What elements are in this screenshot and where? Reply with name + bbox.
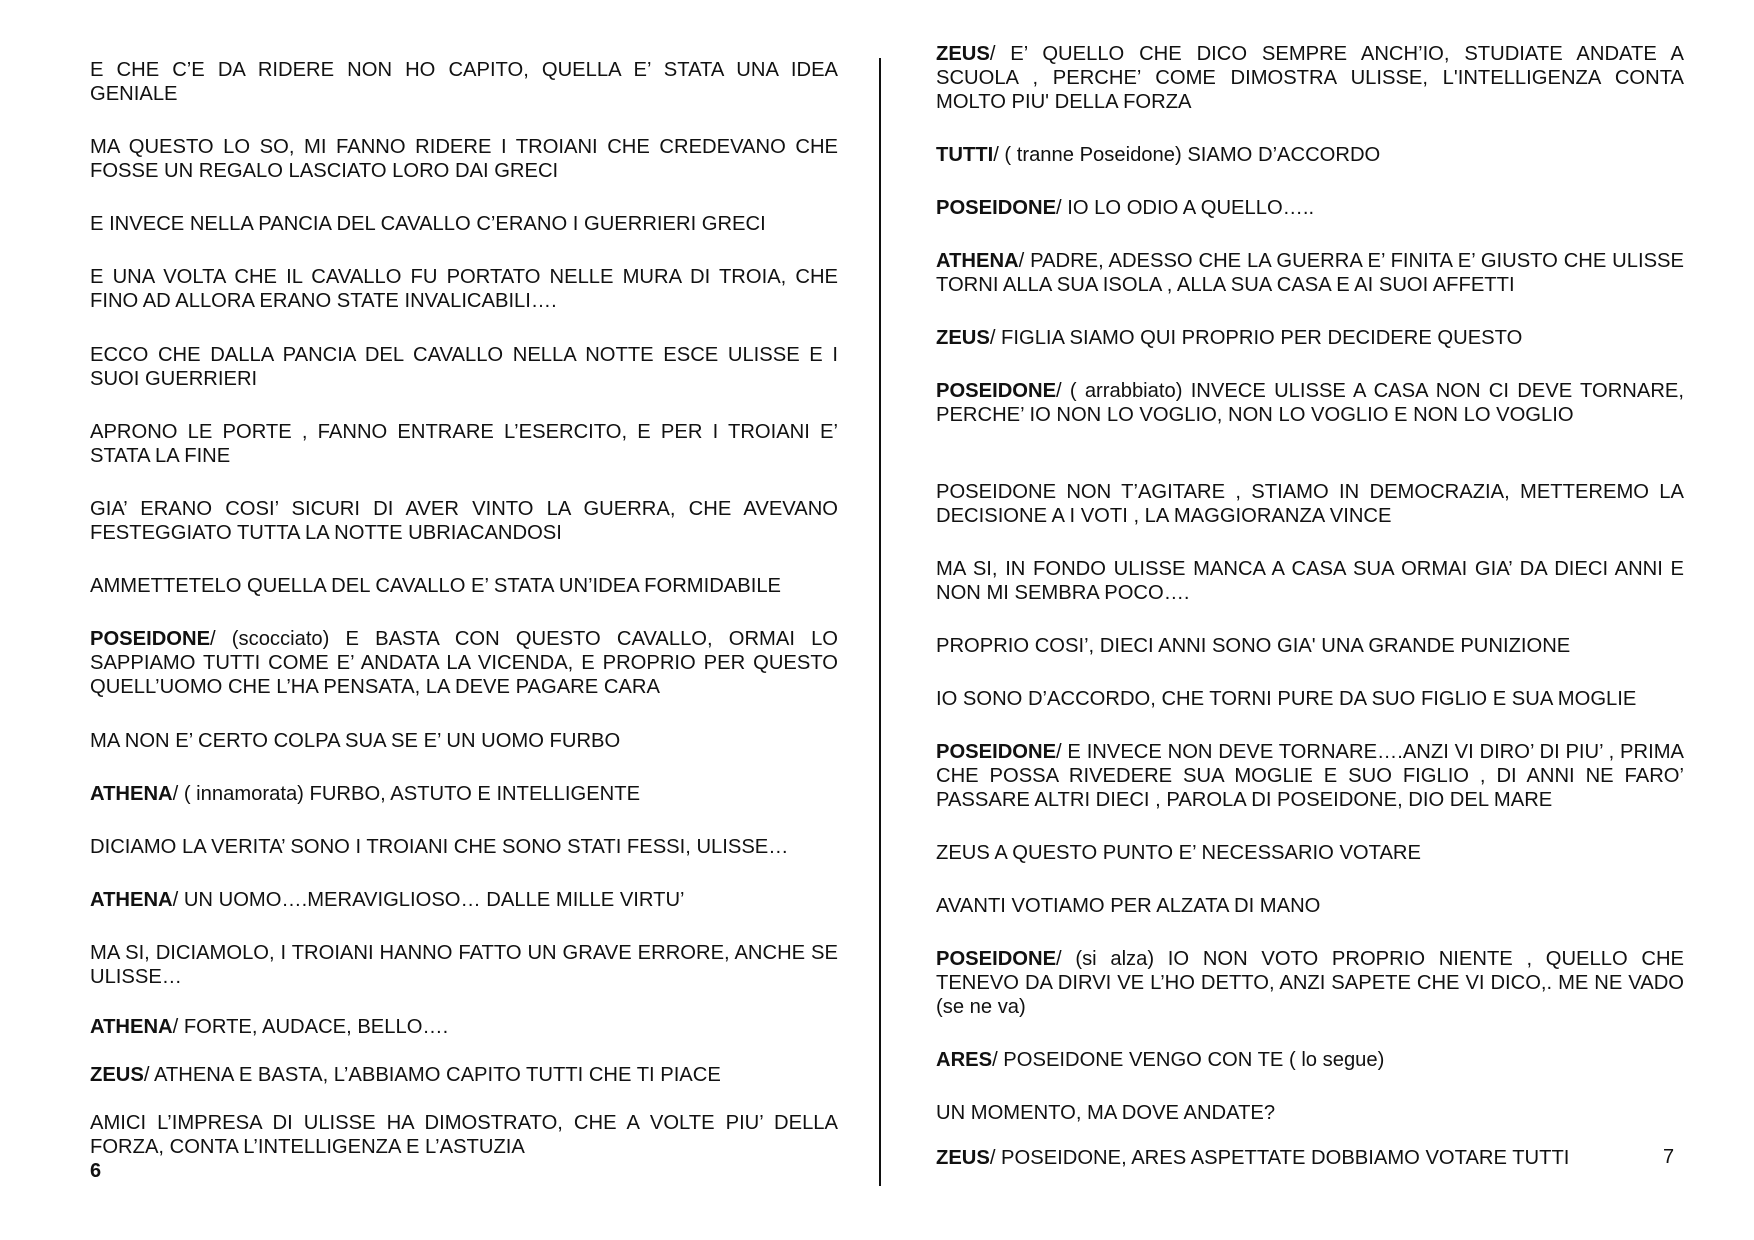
paragraph [936, 740, 1684, 812]
paragraph-text: PROPRIO COSI’, DIECI ANNI SONO GIA' UNA GRANDE PUNIZIONE [936, 635, 1571, 657]
paragraph-text: AMMETTETELO QUELLA DEL CAVALLO E’ STATA UN’IDEA FORMIDABILE [90, 575, 782, 597]
paragraph [90, 1063, 838, 1087]
speaker-name: ATHENA [90, 783, 173, 805]
paragraph-text: / (scocciato) E BASTA CON QUESTO CAVALLO, ORMAI LO SAPPIAMO TUTTI COME E’ ANDATA LA VICENDA, E PROPRIO PER QUESTO QUELL’UOMO CHE L’HA PENSATA, LA DEVE PAGARE CARA [90, 628, 838, 698]
paragraph [90, 265, 838, 313]
paragraph-text: / PADRE, ADESSO CHE LA GUERRA E’ FINITA E’ GIUSTO CHE ULISSE TORNI ALLA SUA ISOLA , ALLA SUA CASA E AI SUOI AFFETTI [936, 250, 1684, 296]
paragraph-text: / ATHENA E BASTA, L’ABBIAMO CAPITO TUTTI CHE TI PIACE [143, 1064, 721, 1086]
paragraph [936, 841, 1684, 865]
paragraph-text: MA SI, DICIAMOLO, I TROIANI HANNO FATTO UN GRAVE ERRORE, ANCHE SE ULISSE… [90, 942, 838, 988]
paragraph [90, 212, 838, 236]
speaker-name: ATHENA [90, 1016, 173, 1038]
paragraph-text: UN MOMENTO, MA DOVE ANDATE? [936, 1102, 1276, 1124]
paragraph [90, 782, 838, 806]
paragraph [936, 1146, 1596, 1170]
paragraph [90, 941, 838, 989]
speaker-name: ZEUS [90, 1064, 144, 1086]
paragraph-text: DICIAMO LA VERITA’ SONO I TROIANI CHE SONO STATI FESSI, ULISSE… [90, 836, 789, 858]
speaker-name: ATHENA [90, 889, 173, 911]
paragraph [936, 326, 1684, 350]
paragraph-text: / E’ QUELLO CHE DICO SEMPRE ANCH’IO, STUDIATE ANDATE A SCUOLA , PERCHE’ COME DIMOSTRA ULISSE, L'INTELLIGENZA CONTA MOLTO PIU' DELLA FORZA [936, 43, 1684, 113]
paragraph-text: MA QUESTO LO SO, MI FANNO RIDERE I TROIANI CHE CREDEVANO CHE FOSSE UN REGALO LASCIATO LORO DAI GRECI [90, 136, 838, 182]
paragraph-text: POSEIDONE NON T’AGITARE , STIAMO IN DEMOCRAZIA, METTEREMO LA DECISIONE A I VOTI , LA MAGGIORANZA VINCE [936, 481, 1684, 527]
speaker-name: ZEUS [936, 327, 990, 349]
paragraph [936, 249, 1684, 297]
page-number-right: 7 [1663, 1146, 1675, 1168]
paragraph-text: / FORTE, AUDACE, BELLO…. [172, 1016, 449, 1038]
page-number-left: 6 [90, 1160, 102, 1182]
paragraph-text: / POSEIDONE, ARES ASPETTATE DOBBIAMO VOTARE TUTTI [989, 1147, 1570, 1169]
paragraph-text: MA NON E’ CERTO COLPA SUA SE E’ UN UOMO FURBO [90, 730, 621, 752]
paragraph-text: ECCO CHE DALLA PANCIA DEL CAVALLO NELLA NOTTE ESCE ULISSE E I SUOI GUERRIERI [90, 344, 838, 390]
paragraph [90, 888, 838, 912]
speaker-name: ZEUS [936, 43, 990, 65]
paragraph [936, 42, 1684, 114]
paragraph [936, 480, 1684, 528]
paragraph-text: IO SONO D’ACCORDO, CHE TORNI PURE DA SUO FIGLIO E SUA MOGLIE [936, 688, 1637, 710]
paragraph [936, 1101, 1684, 1125]
speaker-name: ARES [936, 1049, 993, 1071]
speaker-name: ATHENA [936, 250, 1019, 272]
paragraph [90, 343, 838, 391]
paragraph-text: AMICI L’IMPRESA DI ULISSE HA DIMOSTRATO, CHE A VOLTE PIU’ DELLA FORZA, CONTA L’INTELLIGENZA E L’ASTUZIA [90, 1112, 838, 1158]
paragraph-text: / FIGLIA SIAMO QUI PROPRIO PER DECIDERE QUESTO [989, 327, 1523, 349]
speaker-name: POSEIDONE [936, 197, 1057, 219]
paragraph-text: GIA’ ERANO COSI’ SICURI DI AVER VINTO LA GUERRA, CHE AVEVANO FESTEGGIATO TUTTA LA NOTTE UBRIACANDOSI [90, 498, 838, 544]
paragraph [90, 135, 838, 183]
paragraph [90, 1111, 838, 1159]
paragraph [936, 196, 1684, 220]
paragraph [936, 947, 1684, 1019]
paragraph [90, 729, 838, 753]
paragraph [90, 835, 838, 859]
speaker-name: POSEIDONE [90, 628, 211, 650]
paragraph [936, 143, 1684, 167]
paragraph-text: E UNA VOLTA CHE IL CAVALLO FU PORTATO NELLE MURA DI TROIA, CHE FINO AD ALLORA ERANO STATE INVALICABILI…. [90, 266, 838, 312]
paragraph [90, 420, 838, 468]
paragraph [90, 574, 838, 598]
paragraph-text: E CHE C’E DA RIDERE NON HO CAPITO, QUELLA E’ STATA UNA IDEA GENIALE [90, 59, 838, 105]
paragraph-text: / ( innamorata) FURBO, ASTUTO E INTELLIGENTE [172, 783, 641, 805]
paragraph-text: E INVECE NELLA PANCIA DEL CAVALLO C’ERANO I GUERRIERI GRECI [90, 213, 766, 235]
paragraph-text: ZEUS A QUESTO PUNTO E’ NECESSARIO VOTARE [936, 842, 1421, 864]
paragraph-text: AVANTI VOTIAMO PER ALZATA DI MANO [936, 895, 1321, 917]
paragraph-text: / ( tranne Poseidone) SIAMO D’ACCORDO [993, 144, 1381, 166]
speaker-name: ZEUS [936, 1147, 990, 1169]
paragraph [90, 627, 838, 699]
paragraph [936, 634, 1684, 658]
paragraph [936, 1048, 1684, 1072]
paragraph-text: / UN UOMO….MERAVIGLIOSO… DALLE MILLE VIRTU’ [172, 889, 685, 911]
paragraph [936, 894, 1684, 918]
paragraph [936, 687, 1684, 711]
page-divider [879, 58, 881, 1186]
paragraph [90, 58, 838, 106]
paragraph-text: / POSEIDONE VENGO CON TE ( lo segue) [992, 1049, 1385, 1071]
paragraph-text: APRONO LE PORTE , FANNO ENTRARE L’ESERCITO, E PER I TROIANI E’ STATA LA FINE [90, 421, 838, 467]
paragraph [90, 1015, 838, 1039]
paragraph [936, 557, 1684, 605]
paragraph [90, 497, 838, 545]
paragraph-text: MA SI, IN FONDO ULISSE MANCA A CASA SUA ORMAI GIA’ DA DIECI ANNI E NON MI SEMBRA POCO…. [936, 558, 1684, 604]
paragraph-text: / E INVECE NON DEVE TORNARE….ANZI VI DIRO’ DI PIU’ , PRIMA CHE POSSA RIVEDERE SUA MOGLIE E SUO FIGLIO , DI ANNI NE FARO’ PASSARE ALTRI DIECI , PAROLA DI POSEIDONE, DIO DEL MARE [936, 741, 1684, 811]
paragraph-text: / (si alza) IO NON VOTO PROPRIO NIENTE , QUELLO CHE TENEVO DA DIRVI VE L’HO DETTO, ANZI SAPETE CHE VI DICO,. ME NE VADO (se ne va) [936, 948, 1684, 1018]
speaker-name: POSEIDONE [936, 741, 1057, 763]
speaker-name: TUTTI [936, 144, 994, 166]
paragraph-text: / ( arrabbiato) INVECE ULISSE A CASA NON CI DEVE TORNARE, PERCHE’ IO NON LO VOGLIO, NON LO VOGLIO E NON LO VOGLIO [936, 380, 1684, 426]
speaker-name: POSEIDONE [936, 380, 1057, 402]
paragraph-text: / IO LO ODIO A QUELLO….. [1056, 197, 1315, 219]
speaker-name: POSEIDONE [936, 948, 1057, 970]
paragraph [936, 379, 1684, 427]
